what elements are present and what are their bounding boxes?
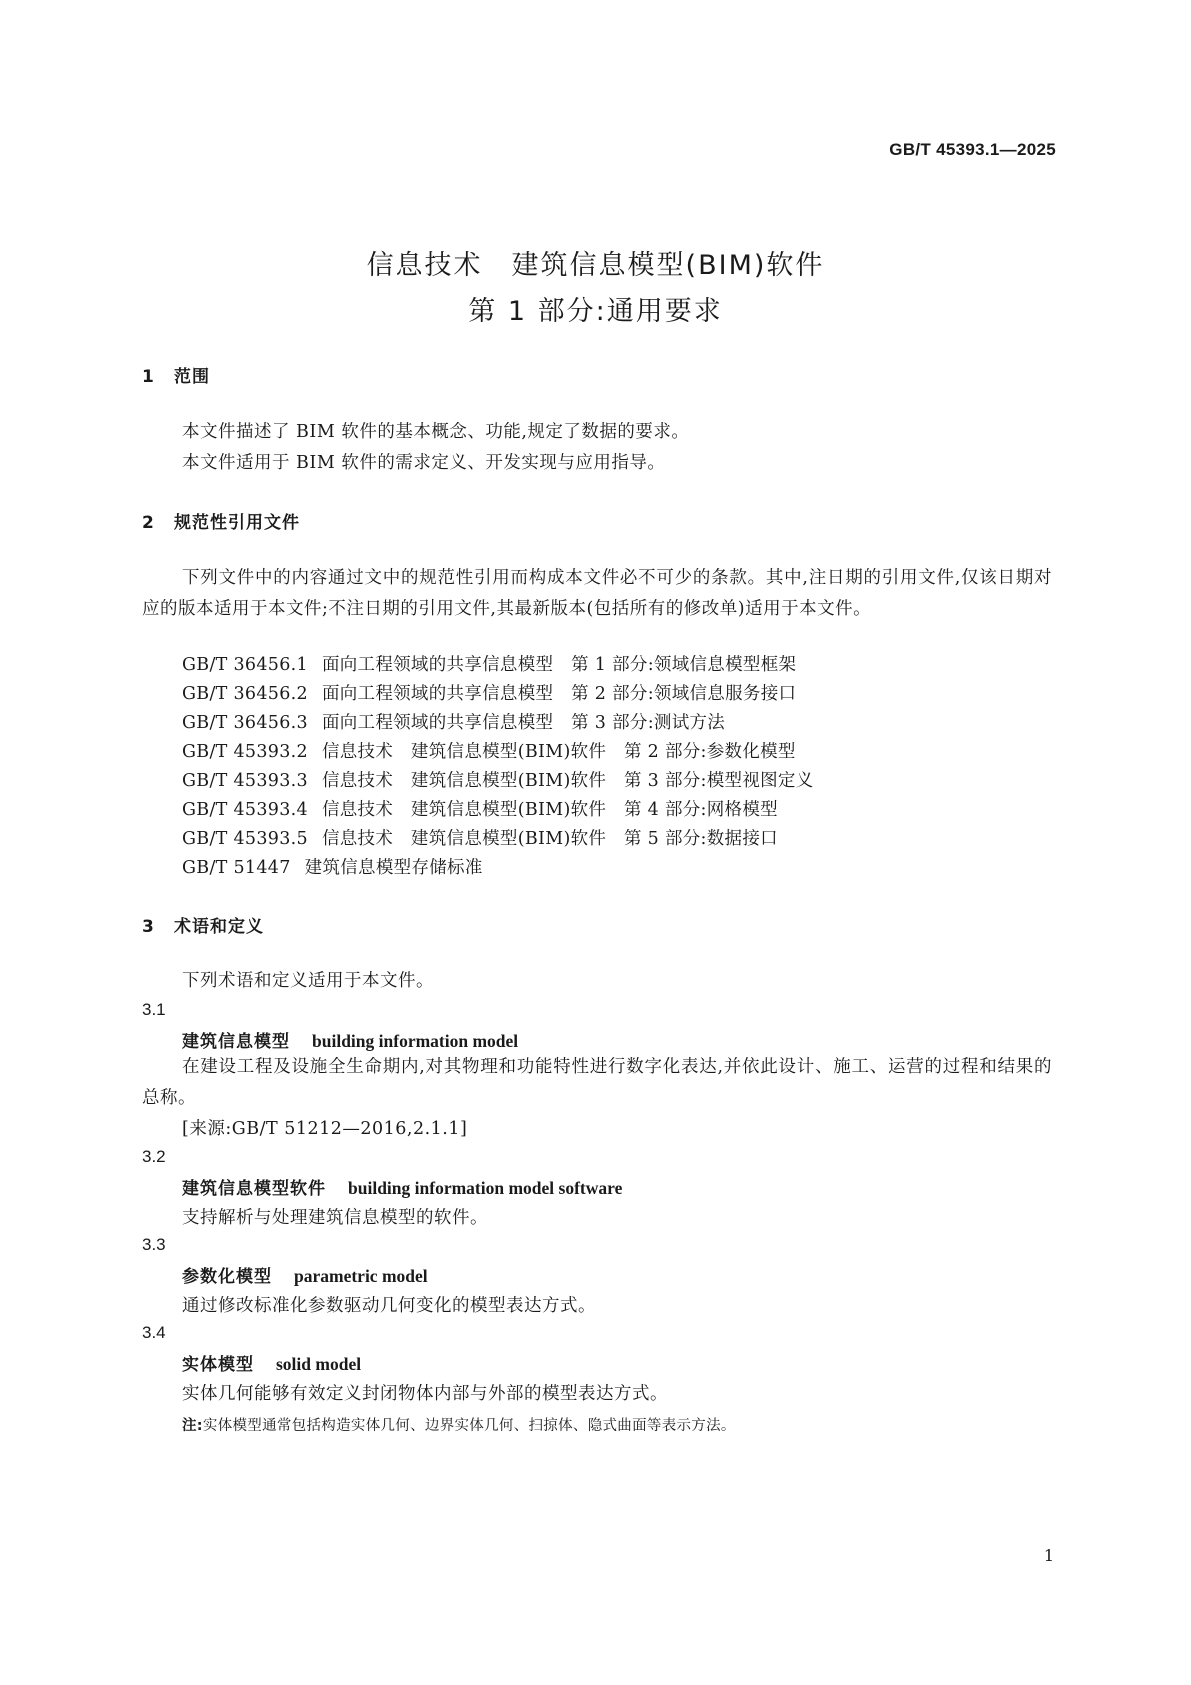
section-heading-normative-references bbox=[142, 508, 300, 533]
reference-title: 信息技术 建筑信息模型(BIM)软件 第 5 部分:数据接口 bbox=[321, 829, 778, 849]
term-en: building information model bbox=[312, 1031, 519, 1051]
term-en: solid model bbox=[276, 1354, 362, 1374]
term-note bbox=[182, 1414, 736, 1435]
term-heading bbox=[182, 1027, 518, 1052]
term-zh: 参数化模型 bbox=[182, 1267, 272, 1287]
term-heading bbox=[182, 1350, 361, 1375]
note-label: 注: bbox=[182, 1418, 203, 1434]
terms-intro: 下列术语和定义适用于本文件。 bbox=[182, 971, 434, 991]
term-definition: 在建设工程及设施全生命期内,对其物理和功能特性进行数字化表达,并依此设计、施工、运营的过程和结果的总称。 bbox=[142, 1057, 1052, 1108]
section-title: 术语和定义 bbox=[174, 917, 264, 937]
reference-item bbox=[182, 796, 778, 821]
normative-references-intro: 下列文件中的内容通过文中的规范性引用而构成本文件必不可少的条款。其中,注日期的引用文件,仅该日期对应的版本适用于本文件;不注日期的引用文件,其最新版本(包括所有的修改单)适用于本文件。 bbox=[142, 568, 1052, 619]
reference-item bbox=[182, 651, 796, 676]
clause-number: 3.3 bbox=[142, 1235, 166, 1254]
reference-title: 建筑信息模型存储标准 bbox=[304, 858, 483, 878]
reference-title: 面向工程领域的共享信息模型 第 1 部分:领域信息模型框架 bbox=[321, 655, 797, 675]
section-title: 规范性引用文件 bbox=[174, 513, 300, 533]
reference-code: GB/T 45393.3 bbox=[182, 771, 308, 791]
reference-code: GB/T 45393.4 bbox=[182, 800, 308, 820]
reference-item bbox=[182, 709, 725, 734]
reference-code: GB/T 36456.1 bbox=[182, 655, 308, 675]
reference-code: GB/T 36456.3 bbox=[182, 713, 308, 733]
reference-item bbox=[182, 825, 778, 850]
term-zh: 实体模型 bbox=[182, 1355, 254, 1375]
reference-title: 面向工程领域的共享信息模型 第 3 部分:测试方法 bbox=[321, 713, 726, 733]
note-text: 实体模型通常包括构造实体几何、边界实体几何、扫掠体、隐式曲面等表示方法。 bbox=[202, 1418, 736, 1434]
document-title-line-1: 信息技术 建筑信息模型(BIM)软件 bbox=[366, 250, 825, 281]
reference-code: GB/T 45393.2 bbox=[182, 742, 308, 762]
term-en: building information model software bbox=[348, 1178, 623, 1198]
page-number: 1 bbox=[1043, 1546, 1054, 1565]
reference-code: GB/T 51447 bbox=[182, 858, 291, 878]
clause-number: 3.2 bbox=[142, 1147, 166, 1166]
section-title: 范围 bbox=[174, 367, 210, 387]
clause-number: 3.1 bbox=[142, 1000, 166, 1019]
document-number: GB/T 45393.1—2025 bbox=[889, 140, 1056, 159]
term-definition: 支持解析与处理建筑信息模型的软件。 bbox=[182, 1208, 488, 1228]
term-en: parametric model bbox=[294, 1266, 428, 1286]
term-definition: 通过修改标准化参数驱动几何变化的模型表达方式。 bbox=[182, 1296, 596, 1316]
reference-title: 信息技术 建筑信息模型(BIM)软件 第 2 部分:参数化模型 bbox=[321, 742, 796, 762]
reference-title: 信息技术 建筑信息模型(BIM)软件 第 3 部分:模型视图定义 bbox=[321, 771, 814, 791]
reference-item bbox=[182, 680, 796, 705]
clause-number: 3.4 bbox=[142, 1323, 166, 1342]
reference-item bbox=[182, 767, 814, 792]
term-heading bbox=[182, 1262, 428, 1287]
term-definition: 实体几何能够有效定义封闭物体内部与外部的模型表达方式。 bbox=[182, 1384, 668, 1404]
reference-title: 信息技术 建筑信息模型(BIM)软件 第 4 部分:网格模型 bbox=[321, 800, 778, 820]
section-heading-scope bbox=[142, 362, 210, 387]
section-number: 3 bbox=[142, 917, 155, 937]
term-zh: 建筑信息模型软件 bbox=[182, 1179, 326, 1199]
term-zh: 建筑信息模型 bbox=[182, 1032, 290, 1052]
term-source: [来源:GB/T 51212—2016,2.1.1] bbox=[182, 1119, 468, 1139]
term-heading bbox=[182, 1174, 622, 1199]
document-title-line-2: 第 1 部分:通用要求 bbox=[468, 296, 723, 327]
reference-item bbox=[182, 738, 796, 763]
reference-title: 面向工程领域的共享信息模型 第 2 部分:领域信息服务接口 bbox=[321, 684, 797, 704]
reference-code: GB/T 36456.2 bbox=[182, 684, 308, 704]
scope-paragraph-2: 本文件适用于 BIM 软件的需求定义、开发实现与应用指导。 bbox=[182, 453, 666, 473]
reference-code: GB/T 45393.5 bbox=[182, 829, 308, 849]
section-number: 2 bbox=[142, 513, 155, 533]
section-number: 1 bbox=[142, 367, 155, 387]
section-heading-terms-and-definitions bbox=[142, 912, 264, 937]
scope-paragraph-1: 本文件描述了 BIM 软件的基本概念、功能,规定了数据的要求。 bbox=[182, 422, 690, 442]
reference-item bbox=[182, 854, 483, 879]
